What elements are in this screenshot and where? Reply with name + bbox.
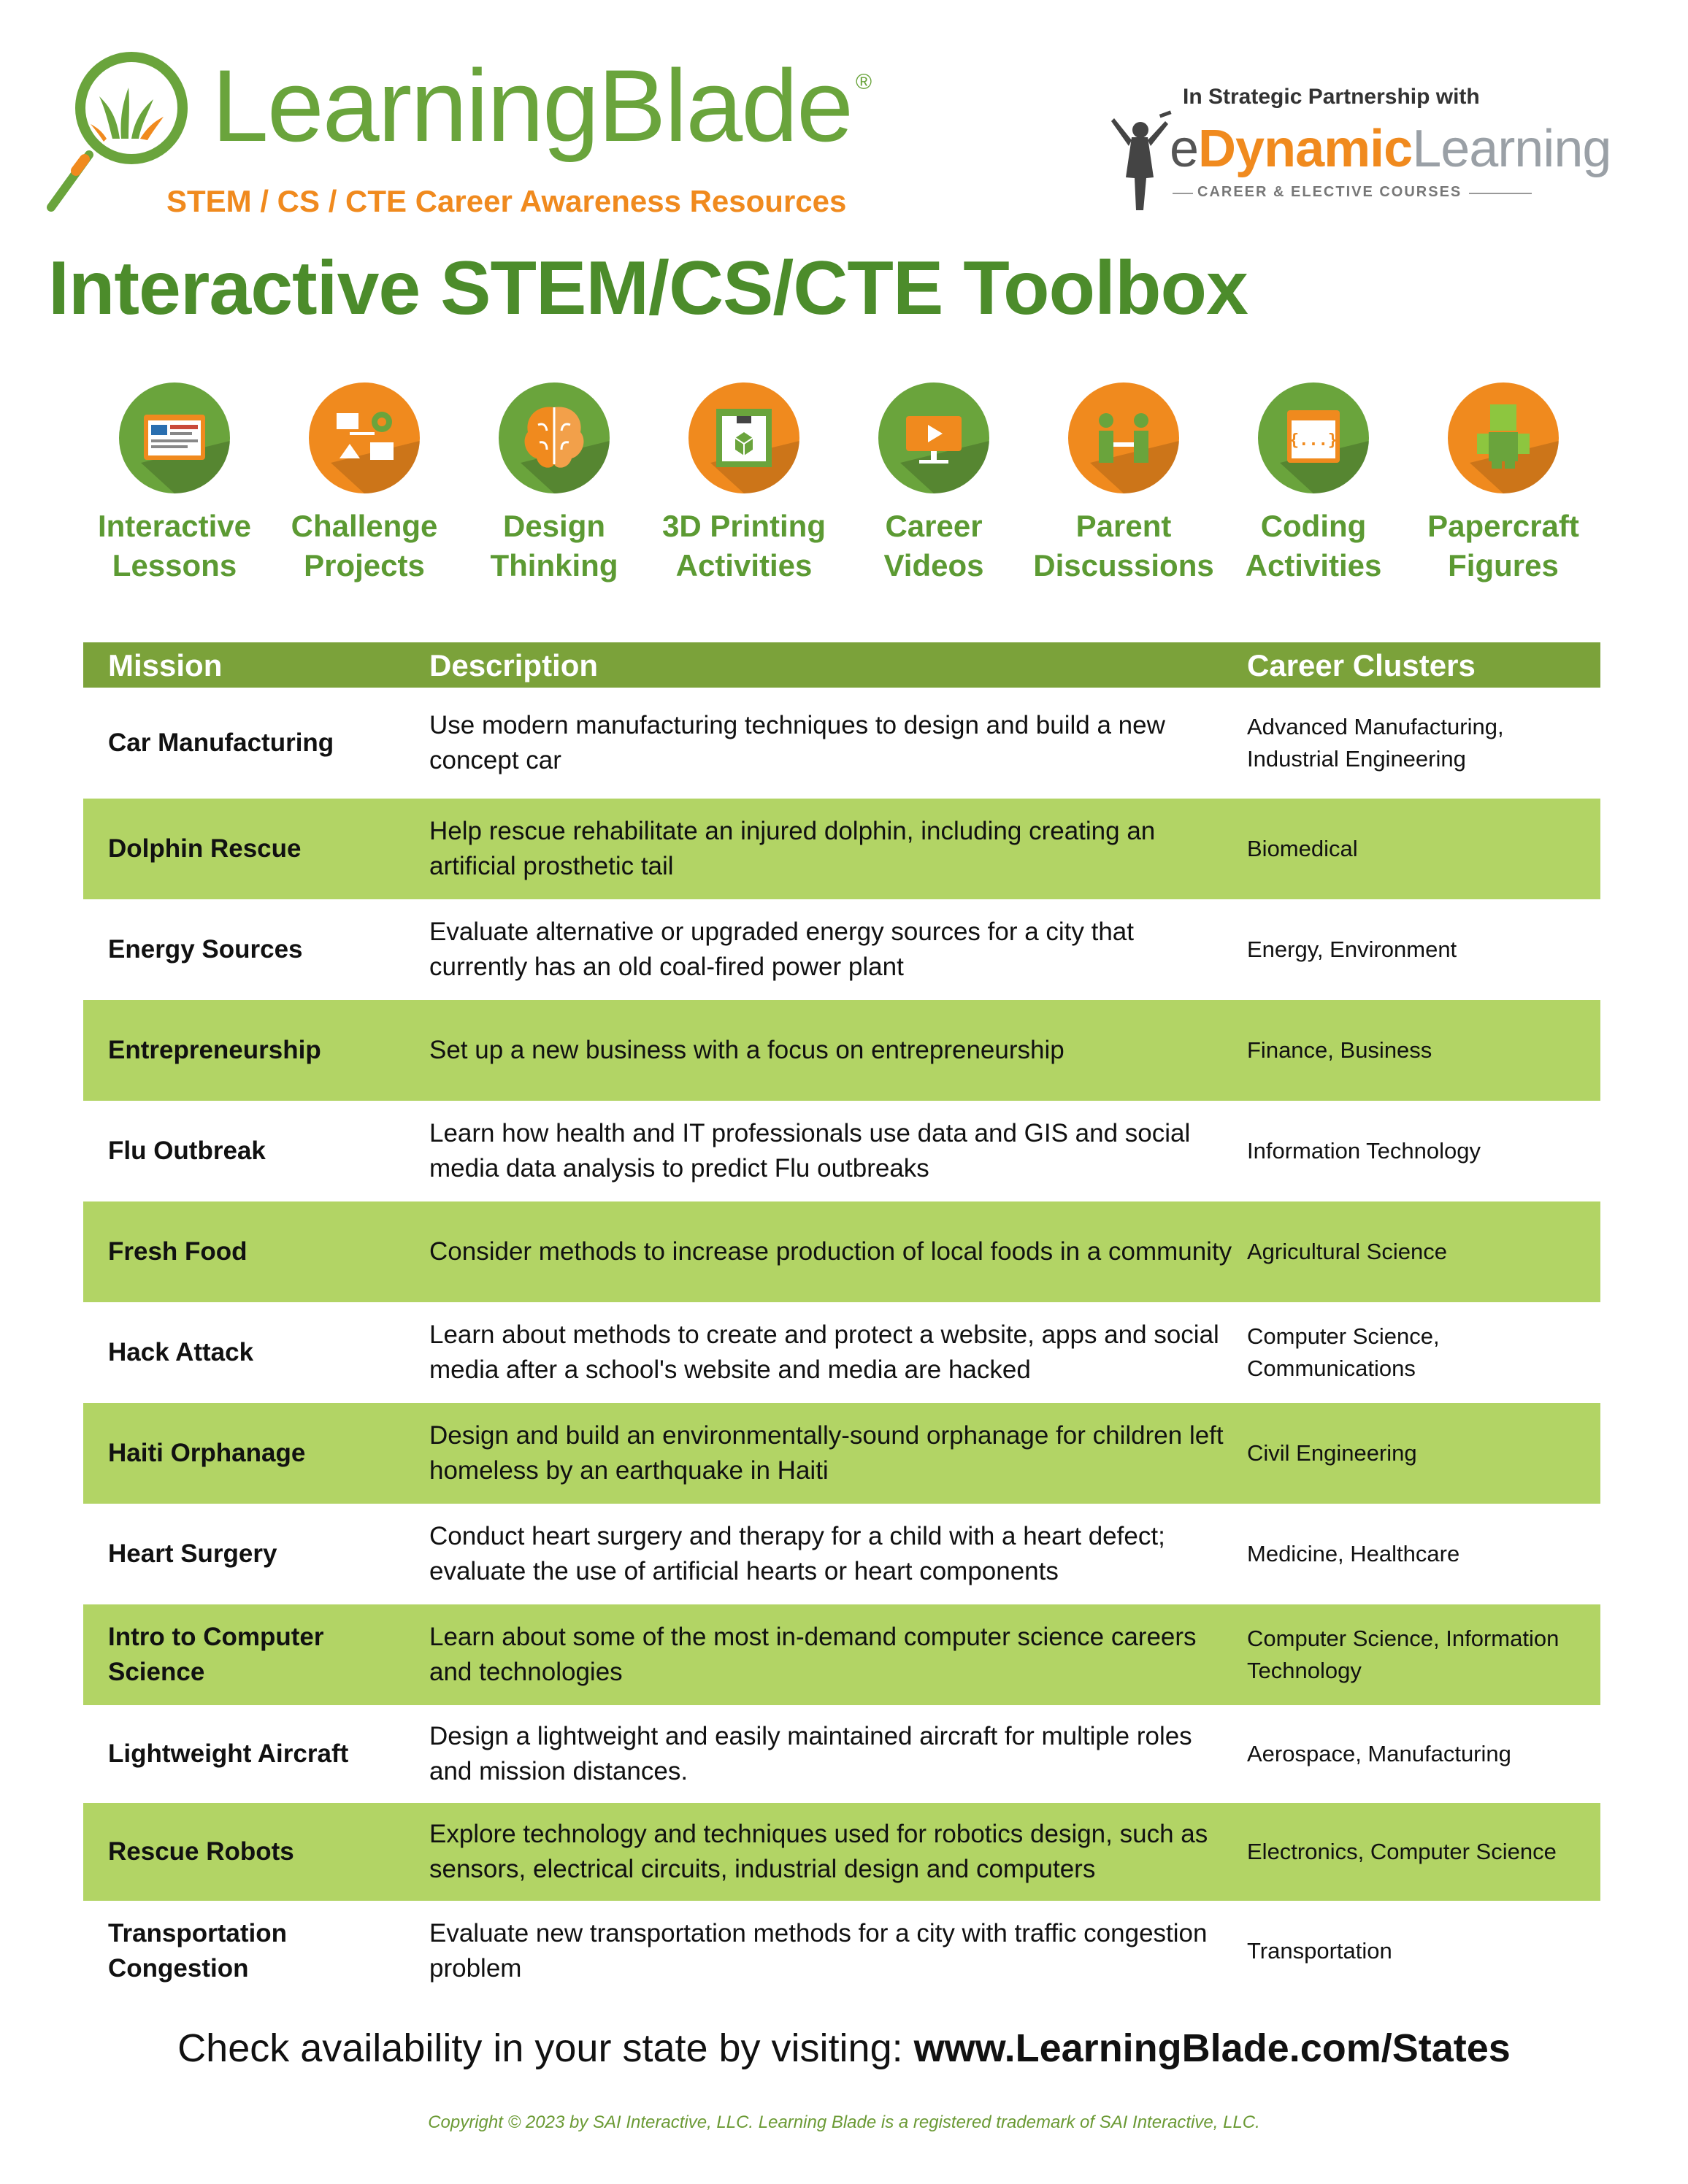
mission-description: Learn about some of the most in-demand computer science careers and technologies <box>429 1623 1197 1686</box>
mission-name: Fresh Food <box>108 1237 248 1266</box>
partner-name-dynamic: Dynamic <box>1198 120 1413 178</box>
mission-description: Evaluate new transportation methods for a city with traffic congestion problem <box>429 1919 1208 1983</box>
table-row <box>83 1403 1600 1504</box>
partner-name-learning: Learning <box>1412 120 1611 178</box>
career-clusters: Advanced Manufacturing, Industrial Engineering <box>1247 714 1504 772</box>
mission-name: Hack Attack <box>108 1338 254 1366</box>
partner-sub-rule-right <box>1469 193 1532 194</box>
feature-3d-printing <box>645 375 828 594</box>
parent-discussions-icon <box>1068 382 1179 493</box>
mission-name: Entrepreneurship <box>108 1036 321 1064</box>
table-row <box>83 1302 1600 1403</box>
partner-name-e: e <box>1170 120 1199 178</box>
mission-description: Explore technology and techniques used for robotics design, such as sensors, electrical circuits, industrial design and computers <box>429 1820 1208 1883</box>
table-row <box>83 1504 1600 1604</box>
mission-description: Design and build an environmentally-sound orphanage for children left homeless by an earthquake in Haiti <box>429 1421 1224 1485</box>
column-header-career-clusters: Career Clusters <box>1247 648 1476 682</box>
table-row <box>83 1705 1600 1803</box>
table-row <box>83 1201 1600 1302</box>
copyright-notice: Copyright © 2023 by SAI Interactive, LLC. Learning Blade is a registered trademark of SAI Interactive, LLC. <box>428 2112 1260 2132</box>
svg-text:{...}: {...} <box>1289 431 1338 450</box>
mission-description: Set up a new business with a focus on entrepreneurship <box>429 1036 1064 1064</box>
feature-label: Interactive Lessons <box>97 509 252 582</box>
registered-mark: ® <box>856 70 872 94</box>
table-row <box>83 1803 1600 1901</box>
column-header-mission: Mission <box>108 648 223 682</box>
table-header <box>83 642 1600 688</box>
career-clusters: Agricultural Science <box>1247 1239 1447 1264</box>
feature-icons-row <box>76 375 1609 594</box>
design-thinking-icon <box>499 382 610 493</box>
mission-name: Dolphin Rescue <box>108 834 302 863</box>
feature-coding-activities <box>1215 375 1397 594</box>
feature-label: Parent Discussions <box>1033 509 1214 582</box>
mission-name: Car Manufacturing <box>108 728 334 757</box>
career-clusters: Energy, Environment <box>1247 937 1457 962</box>
table-row <box>83 799 1600 899</box>
career-clusters: Aerospace, Manufacturing <box>1247 1741 1511 1766</box>
table-row <box>83 899 1600 1000</box>
states-link[interactable]: www.LearningBlade.com/States <box>913 2026 1511 2070</box>
cta-text: Check availability in your state by visiting: <box>177 2026 914 2070</box>
career-clusters: Information Technology <box>1247 1138 1481 1164</box>
career-clusters: Medicine, Healthcare <box>1247 1541 1460 1566</box>
table-row <box>83 1901 1600 2002</box>
feature-career-videos <box>835 375 1018 594</box>
mission-description: Learn how health and IT professionals use data and GIS and social media data analysis to predict Flu outbreaks <box>429 1119 1191 1183</box>
graduate-figure-icon <box>1102 108 1175 218</box>
papercraft-figures-icon <box>1448 382 1559 493</box>
page-title: Interactive STEM/CS/CTE Toolbox <box>48 246 1248 331</box>
learningblade-logo <box>45 45 878 220</box>
mission-description: Consider methods to increase production of local foods in a community <box>429 1237 1232 1266</box>
mission-name: Transportation Congestion <box>108 1919 288 1983</box>
mission-name: Rescue Robots <box>108 1837 294 1866</box>
3d-printing-icon <box>688 382 799 493</box>
mission-description: Learn about methods to create and protect a website, apps and social media after a school's website and media are hacked <box>429 1320 1219 1384</box>
table-row <box>83 1101 1600 1201</box>
feature-label: Design Thinking <box>490 509 618 582</box>
career-videos-icon <box>878 382 989 493</box>
challenge-projects-icon <box>309 382 420 493</box>
career-clusters: Electronics, Computer Science <box>1247 1839 1557 1864</box>
partner-wordmark <box>1170 120 1611 178</box>
feature-parent-discussions <box>1025 375 1214 594</box>
mission-description: Design a lightweight and easily maintained aircraft for multiple roles and mission distances. <box>429 1722 1192 1785</box>
feature-interactive-lessons <box>76 375 258 594</box>
feature-label: Career Videos <box>883 509 984 582</box>
partner-sub-rule-left <box>1173 193 1193 194</box>
table-row <box>83 1604 1600 1705</box>
mission-description: Use modern manufacturing techniques to design and build a new concept car <box>429 711 1165 774</box>
career-clusters: Civil Engineering <box>1247 1440 1417 1466</box>
feature-label: 3D Printing Activities <box>661 509 826 582</box>
mission-name: Flu Outbreak <box>108 1137 266 1165</box>
mission-name: Heart Surgery <box>108 1539 277 1568</box>
availability-cta <box>0 2026 1688 2071</box>
feature-label: Challenge Projects <box>291 509 438 582</box>
mission-table <box>83 642 1600 2002</box>
partner-caption: In Strategic Partnership with <box>1183 85 1480 109</box>
mission-description: Help rescue rehabilitate an injured dolphin, including creating an artificial prosthetic tail <box>429 817 1156 880</box>
mission-description: Conduct heart surgery and therapy for a child with a heart defect; evaluate the use of artificial hearts or heart components <box>429 1522 1165 1585</box>
interactive-lessons-icon <box>119 382 230 493</box>
mission-name: Haiti Orphanage <box>108 1439 306 1467</box>
feature-label: Papercraft Figures <box>1427 509 1579 582</box>
feature-challenge-projects <box>266 375 448 594</box>
column-header-description: Description <box>429 648 599 682</box>
career-clusters: Computer Science, Communications <box>1247 1323 1440 1381</box>
career-clusters: Transportation <box>1247 1938 1392 1964</box>
partner-logo <box>1102 82 1611 220</box>
mission-name: Lightweight Aircraft <box>108 1739 349 1768</box>
logo-wordmark: LearningBlade <box>212 48 852 163</box>
partner-subtitle: CAREER & ELECTIVE COURSES <box>1197 184 1462 200</box>
career-clusters: Finance, Business <box>1247 1037 1432 1063</box>
table-row <box>83 1000 1600 1101</box>
mission-description: Evaluate alternative or upgraded energy sources for a city that currently has an old coal-fired power plant <box>429 918 1134 981</box>
feature-papercraft-figures <box>1405 375 1587 594</box>
logo-tagline: STEM / CS / CTE Career Awareness Resources <box>166 184 847 218</box>
mission-name: Energy Sources <box>108 935 303 964</box>
career-clusters: Computer Science, Information Technology <box>1247 1626 1560 1683</box>
mission-name: Intro to Computer Science <box>108 1623 324 1686</box>
career-clusters: Biomedical <box>1247 836 1358 861</box>
feature-label: Coding Activities <box>1245 509 1382 582</box>
coding-activities-icon <box>1258 382 1369 493</box>
table-row <box>83 688 1600 799</box>
feature-design-thinking <box>456 375 638 594</box>
